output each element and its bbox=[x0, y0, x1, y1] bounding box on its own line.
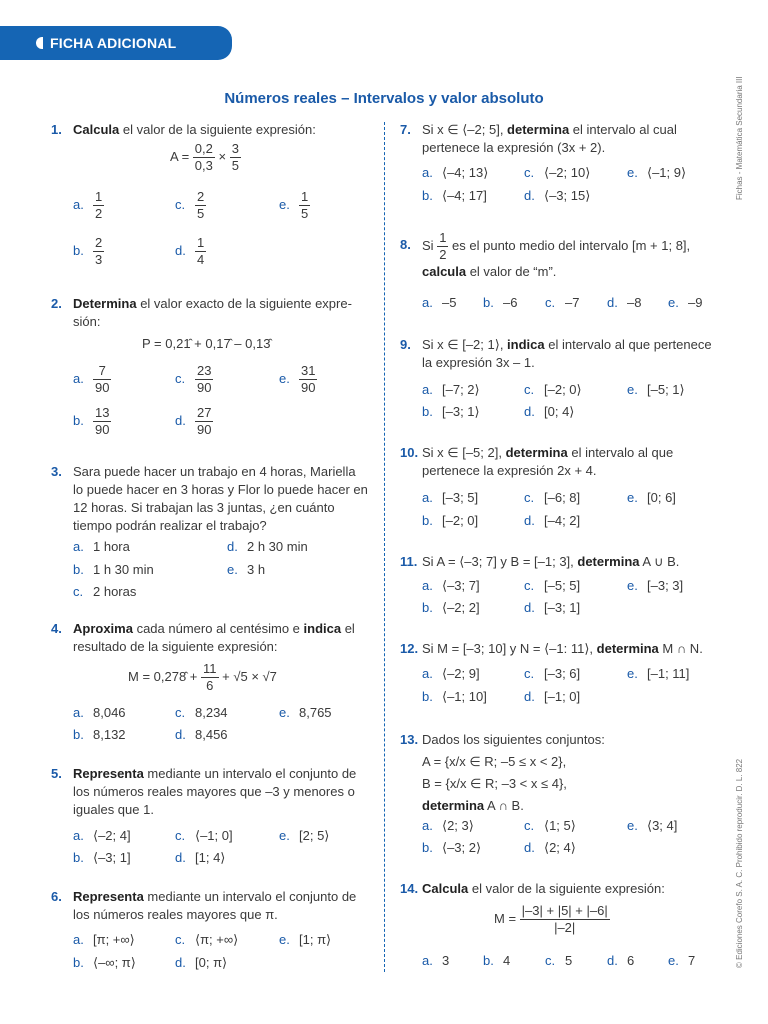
fraction: $\frac{3}{5}$ bbox=[231, 141, 239, 173]
option-e[interactable]: e. ⟨3; 4] bbox=[627, 818, 678, 833]
option-d[interactable]: d. 2 h 30 min bbox=[227, 539, 308, 554]
option-d[interactable]: d. [1; 4⟩ bbox=[175, 850, 226, 865]
option-c[interactable]: c. [–3; 6] bbox=[524, 666, 581, 681]
option-c[interactable]: c. ⟨–1; 0] bbox=[175, 828, 233, 843]
column-divider bbox=[384, 122, 385, 972]
option-d[interactable]: d. –8 bbox=[607, 295, 642, 310]
option-b[interactable]: b. ⟨–3; 1] bbox=[73, 850, 131, 865]
option-c[interactable]: c. $\frac{2}{5}$ bbox=[175, 189, 205, 221]
option-b[interactable]: b. $\frac{13}{90}$ bbox=[73, 405, 110, 437]
option-c[interactable]: c. ⟨–2; 10⟩ bbox=[524, 165, 591, 180]
question-11: 11. Si A = ⟨–3; 7] y B = [–1; 3], determina A ∪ B. bbox=[400, 554, 680, 569]
option-b[interactable]: b. ⟨–1; 10] bbox=[422, 689, 487, 704]
option-e[interactable]: e. 8,765 bbox=[279, 705, 332, 720]
option-c[interactable]: c. ⟨π; +∞⟩ bbox=[175, 932, 239, 947]
option-d[interactable]: d. [–1; 0] bbox=[524, 689, 581, 704]
option-e[interactable]: e. [1; π⟩ bbox=[279, 932, 332, 947]
banner-label: FICHA ADICIONAL bbox=[50, 35, 177, 51]
option-b[interactable]: b. ⟨–2; 2] bbox=[422, 600, 480, 615]
question-4: 4. Aproxima cada número al centésimo e indica el resultado de la siguiente expresión: bbox=[51, 621, 355, 654]
option-e[interactable]: e. [–3; 3] bbox=[627, 578, 684, 593]
option-a[interactable]: a. 3 bbox=[422, 953, 450, 968]
q1-expression: A = $\frac{0,2}{0,3}$ × $\frac{3}{5}$ bbox=[170, 141, 239, 173]
question-1 bbox=[51, 121, 371, 139]
set-b: B = {x/x ∈ R; –3 < x ≤ 4}, bbox=[422, 776, 567, 791]
option-d[interactable]: d. 8,456 bbox=[175, 727, 228, 742]
option-a[interactable]: a. [π; +∞⟩ bbox=[73, 932, 135, 947]
option-d[interactable]: d. ⟨2; 4⟩ bbox=[524, 840, 576, 855]
option-e[interactable]: e. [0; 6] bbox=[627, 490, 676, 505]
option-c[interactable]: c. ⟨1; 5⟩ bbox=[524, 818, 576, 833]
option-b[interactable]: b. ⟨–∞; π⟩ bbox=[73, 955, 136, 970]
option-a[interactable]: a. $\frac{1}{2}$ bbox=[73, 189, 103, 221]
fraction: $\frac{0,2}{0,3}$ bbox=[194, 141, 213, 173]
option-d[interactable]: d. 6 bbox=[607, 953, 635, 968]
option-e[interactable]: e. $\frac{31}{90}$ bbox=[279, 363, 316, 395]
fraction: $\frac{|-3| + |5| + |-6|}{|-2|}$ bbox=[521, 903, 608, 935]
question-2: 2. Determina el valor exacto de la siguiente expre-sión: bbox=[51, 296, 352, 329]
option-c[interactable]: c. [–2; 0⟩ bbox=[524, 382, 582, 397]
option-b[interactable]: b. ⟨–4; 17] bbox=[422, 188, 487, 203]
option-c[interactable]: c. 8,234 bbox=[175, 705, 228, 720]
option-a[interactable]: a. 1 hora bbox=[73, 539, 130, 554]
q4-expression: M = 0,278̂ + $\frac{11}{6}$ + √5 × √7 bbox=[128, 661, 277, 693]
banner-tab-icon bbox=[36, 37, 43, 49]
option-b[interactable]: b. 1 h 30 min bbox=[73, 562, 154, 577]
question-7: 7. Si x ∈ ⟨–2; 5], determina el intervalo al cual pertenece la expresión (3x + 2). bbox=[400, 122, 677, 155]
side-note-bottom: © Ediciones Corefo S. A. C. Prohibido reproducir. D. L. 822 bbox=[735, 758, 744, 968]
fraction: $\frac{1}{2}$ bbox=[439, 230, 447, 262]
option-a[interactable]: a. 8,046 bbox=[73, 705, 126, 720]
option-e[interactable]: e. [2; 5⟩ bbox=[279, 828, 330, 843]
question-5: 5. Representa mediante un intervalo el conjunto de los números reales mayores que –3 y menores o iguales que 1. bbox=[51, 766, 357, 817]
option-d[interactable]: d. [0; 4⟩ bbox=[524, 404, 575, 419]
page-title: Números reales – Intervalos y valor absoluto bbox=[224, 90, 544, 107]
option-d[interactable]: d. $\frac{1}{4}$ bbox=[175, 235, 205, 267]
question-number: 1. bbox=[51, 122, 62, 137]
ficha-banner bbox=[0, 26, 232, 60]
question-10: 10. Si x ∈ [–5; 2], determina el intervalo al que pertenece la expresión 2x + 4. bbox=[400, 445, 674, 478]
option-d[interactable]: d. [–4; 2] bbox=[524, 513, 581, 528]
question-text: Calcula el valor de la siguiente expresión: bbox=[73, 122, 316, 137]
question-9: 9. Si x ∈ [–2; 1⟩, indica el intervalo al que pertenece la expresión 3x – 1. bbox=[400, 337, 712, 370]
option-b[interactable]: b. 4 bbox=[483, 953, 511, 968]
option-c[interactable]: c. [–6; 8] bbox=[524, 490, 581, 505]
option-b[interactable]: b. [–2; 0] bbox=[422, 513, 479, 528]
set-a: A = {x/x ∈ R; –5 ≤ x < 2}, bbox=[422, 754, 567, 769]
option-b[interactable]: b. 8,132 bbox=[73, 727, 126, 742]
question-8: 8. Si $\frac{1}{2}$ es el punto medio del intervalo [m + 1; 8], calcula el valor de “m”. bbox=[400, 230, 691, 279]
option-d[interactable]: d. [0; π⟩ bbox=[175, 955, 228, 970]
question-3: 3. Sara puede hacer un trabajo en 4 horas, Mariella lo puede hacer en 3 horas y Flor lo puede hacer en 12 horas. Si trabajan las 3 juntas, ¿en cuánto tiempo podrán realizar el trabajo? bbox=[51, 464, 368, 533]
option-a[interactable]: a. [–3; 5] bbox=[422, 490, 479, 505]
option-b[interactable]: b. [–3; 1⟩ bbox=[422, 404, 480, 419]
q2-expression: P = 0,21̂ + 0,17̂ – 0,13̂ bbox=[142, 336, 271, 351]
q14-expression: M = $\frac{|-3| + |5| + |-6|}{|-2|}$ bbox=[494, 903, 608, 935]
option-a[interactable]: a. $\frac{7}{90}$ bbox=[73, 363, 110, 395]
option-c[interactable]: c. $\frac{23}{90}$ bbox=[175, 363, 212, 395]
option-a[interactable]: a. ⟨–3; 7] bbox=[422, 578, 480, 593]
option-d[interactable]: d. $\frac{27}{90}$ bbox=[175, 405, 212, 437]
option-a[interactable]: a. [–7; 2⟩ bbox=[422, 382, 480, 397]
option-e[interactable]: e. [–1; 11] bbox=[627, 666, 690, 681]
option-d[interactable]: d. ⟨–3; 15⟩ bbox=[524, 188, 591, 203]
option-b[interactable]: b. –6 bbox=[483, 295, 518, 310]
side-note-top: Fichas - Matemática Secundaria III bbox=[735, 76, 744, 200]
option-e[interactable]: e. [–5; 1⟩ bbox=[627, 382, 685, 397]
option-a[interactable]: a. –5 bbox=[422, 295, 457, 310]
option-e[interactable]: e. 7 bbox=[668, 953, 696, 968]
option-d[interactable]: d. [–3; 1] bbox=[524, 600, 581, 615]
option-a[interactable]: a. ⟨–4; 13⟩ bbox=[422, 165, 489, 180]
option-e[interactable]: e. $\frac{1}{5}$ bbox=[279, 189, 309, 221]
option-e[interactable]: e. –9 bbox=[668, 295, 703, 310]
option-c[interactable]: c. 2 horas bbox=[73, 584, 137, 599]
option-c[interactable]: c. 5 bbox=[545, 953, 573, 968]
option-b[interactable]: b. ⟨–3; 2⟩ bbox=[422, 840, 482, 855]
question-14: 14. Calcula el valor de la siguiente expresión: bbox=[400, 881, 665, 896]
option-e[interactable]: e. 3 h bbox=[227, 562, 266, 577]
fraction: $\frac{11}{6}$ bbox=[203, 661, 217, 693]
option-c[interactable]: c. [–5; 5] bbox=[524, 578, 581, 593]
question-13: 13. Dados los siguientes conjuntos: A = {x/x ∈ R; –5 ≤ x < 2}, B = {x/x ∈ R; –3 < x ≤ 4}, determina A ∩ B. bbox=[400, 729, 718, 817]
option-c[interactable]: c. –7 bbox=[545, 295, 580, 310]
option-e[interactable]: e. ⟨–1; 9⟩ bbox=[627, 165, 687, 180]
option-a[interactable]: a. ⟨–2; 9] bbox=[422, 666, 480, 681]
option-b[interactable]: b. $\frac{2}{3}$ bbox=[73, 235, 103, 267]
option-a[interactable]: a. ⟨–2; 4] bbox=[73, 828, 131, 843]
option-a[interactable]: a. ⟨2; 3⟩ bbox=[422, 818, 474, 833]
question-12: 12. Si M = [–3; 10] y N = ⟨–1: 11⟩, determina M ∩ N. bbox=[400, 641, 703, 656]
question-6: 6. Representa mediante un intervalo el conjunto de los números reales mayores que π. bbox=[51, 889, 357, 922]
